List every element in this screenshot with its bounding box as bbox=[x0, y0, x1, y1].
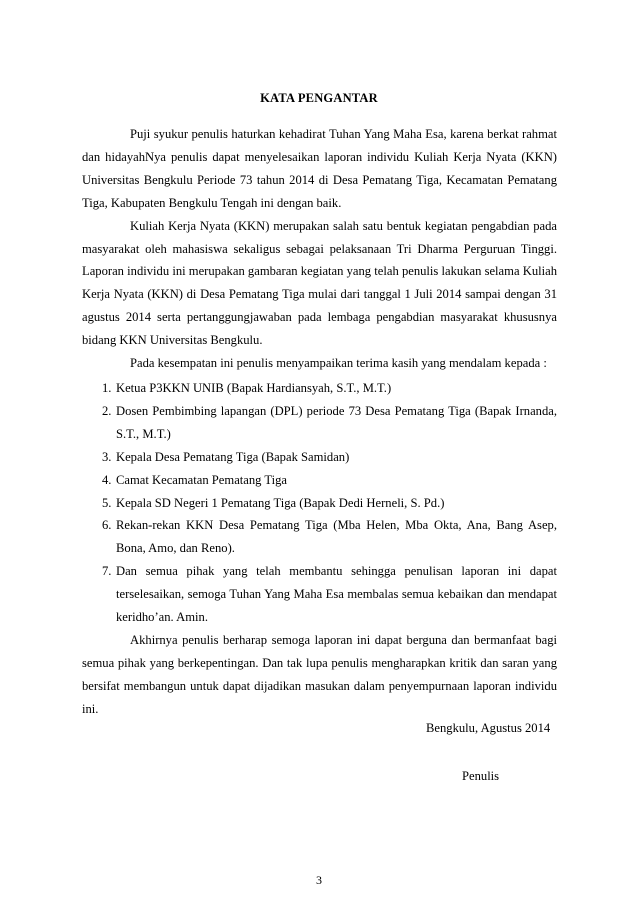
paragraph-closing: Akhirnya penulis berharap semoga laporan ini dapat berguna dan bermanfaat bagi semua pihak yang berkepentingan. Dan tak lupa penulis mengharapkan kritik dan saran yang bersifat membangun untuk dapat dijadikan masukan dalam penyempurnaan laporan individu ini. bbox=[82, 632, 557, 716]
list-text: Camat Kecamatan Pematang Tiga bbox=[116, 472, 288, 487]
list-text: Kepala Desa Pematang Tiga (Bapak Samidan) bbox=[116, 449, 350, 464]
paragraph-kkn: Kuliah Kerja Nyata (KKN) merupakan salah satu bentuk kegiatan pengabdian pada masyarakat oleh mahasiswa sekaligus sebagai pelaksanaan Tri Dharma Perguruan Tinggi. Laporan individu ini merupakan gambaran kegiatan yang telah penulis lakukan selama Kuliah Kerja Nyata (KKN) di Desa Pematang Tiga mulai dari tanggal 1 Juli 2014 sampai dengan 31 agustus 2014 serta pertanggungjawaban pada lembaga pengabdian masyarakat khususnya bidang KKN Universitas Bengkulu. bbox=[82, 218, 557, 348]
list-number: 7. bbox=[102, 564, 112, 579]
list-number: 2. bbox=[102, 403, 112, 418]
place-date: Bengkulu, Agustus 2014 bbox=[426, 721, 551, 735]
thanks-list bbox=[82, 377, 557, 629]
paragraph-intro: Puji syukur penulis haturkan kehadirat Tuhan Yang Maha Esa, karena berkat rahmat dan hidayahNya penulis dapat menyelesaikan laporan individu Kuliah Kerja Nyata (KKN) Universitas Bengkulu Periode 73 tahun 2014 di Desa Pematang Tiga, Kecamatan Pematang Tiga, Kabupaten Bengkulu Tengah ini dengan baik. bbox=[82, 127, 557, 210]
list-text: Dosen Pembimbing lapangan (DPL) periode 73 Desa Pematang Tiga (Bapak Irnanda, S.T., M.T.) bbox=[116, 403, 557, 441]
list-item bbox=[82, 560, 557, 629]
list-item bbox=[82, 492, 557, 515]
list-item bbox=[82, 446, 557, 469]
page-title: KATA PENGANTAR bbox=[260, 91, 378, 105]
list-text: Ketua P3KKN UNIB (Bapak Hardiansyah, S.T., M.T.) bbox=[116, 380, 392, 395]
list-item bbox=[82, 469, 557, 492]
list-text: Dan semua pihak yang telah membantu sehingga penulisan laporan ini dapat terselesaikan, semoga Tuhan Yang Maha Esa membalas semua kebaikan dan mendapat keridho’an. Amin. bbox=[116, 564, 557, 625]
list-number: 6. bbox=[102, 518, 112, 533]
paragraph-thanks-intro: Pada kesempatan ini penulis menyampaikan terima kasih yang mendalam kepada : bbox=[130, 356, 547, 371]
author-label: Penulis bbox=[462, 769, 500, 783]
list-item bbox=[82, 400, 557, 446]
list-text: Rekan-rekan KKN Desa Pematang Tiga (Mba Helen, Mba Okta, Ana, Bang Asep, Bona, Amo, dan Reno). bbox=[116, 518, 557, 556]
list-text: Kepala SD Negeri 1 Pematang Tiga (Bapak Dedi Herneli, S. Pd.) bbox=[116, 495, 445, 510]
document-body bbox=[82, 123, 557, 721]
list-number: 1. bbox=[102, 380, 112, 395]
list-item bbox=[82, 377, 557, 400]
list-number: 3. bbox=[102, 449, 112, 464]
list-number: 4. bbox=[102, 472, 112, 487]
page-number: 3 bbox=[316, 873, 322, 887]
list-item bbox=[82, 514, 557, 560]
list-number: 5. bbox=[102, 495, 112, 510]
